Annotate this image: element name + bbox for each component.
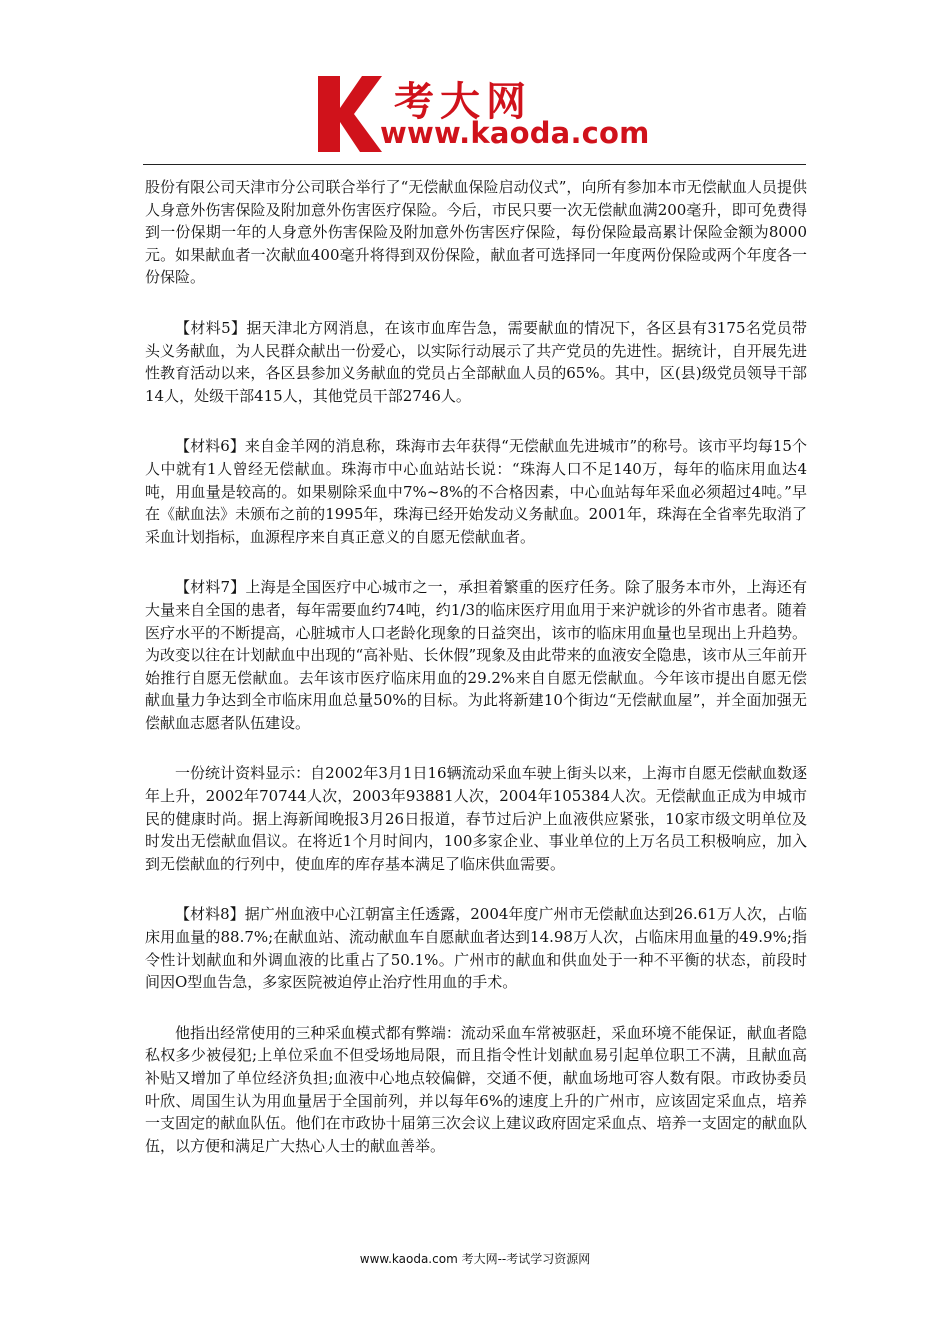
paragraph-material-8: 【材料8】据广州血液中心江朝富主任透露，2004年度广州市无偿献血达到26.61万人次，占临床用血量的88.7%;在献血站、流动献血车自愿献血者达到14.98万人次，占临床用血量的49.9%;指令性计划献血和外调血液的比重占了50.1%。广州市的献血和供血处于一种不平衡的状态，前段时间因O型血告急，多家医院被迫停止治疗性用血的手术。: [145, 905, 807, 992]
kaoda-logo[interactable]: [316, 74, 650, 156]
page-header: [0, 0, 950, 165]
paragraph-statistics: 一份统计资料显示：自2002年3月1日16辆流动采血车驶上街头以来，上海市自愿无偿献血数逐年上升，2002年70744人次，2003年93881人次，2004年105384人次。无偿献血正成为申城市民的健康时尚。据上海新闻晚报3月26日报道，春节过后沪上血液供应紧张，10家市级文明单位及时发出无偿献血倡议。在将近1个月时间内，100多家企业、事业单位的上万名员工积极响应，加入到无偿献血的行列中，使血库的库存基本满足了临床供血需要。: [145, 764, 807, 873]
paragraph-material-7: 【材料7】上海是全国医疗中心城市之一，承担着繁重的医疗任务。除了服务本市外，上海还有大量来自全国的患者，每年需要血约74吨，约1/3的临床医疗用血用于来沪就诊的外省市患者。随着医疗水平的不断提高，心脏城市人口老龄化现象的日益突出，该市的临床用血量也呈现出上升趋势。为改变以往在计划献血中出现的“高补贴、长休假”现象及由此带来的血液安全隐患，该市从三年前开始推行自愿无偿献血。去年该市医疗临床用血的29.2%来自自愿无偿献血。今年该市提出自愿无偿献血量力争达到全市临床用血总量50%的目标。为此将新建10个街边“无偿献血屋”，并全面加强无偿献血志愿者队伍建设。: [145, 578, 807, 732]
document-body: [145, 176, 807, 1185]
paragraph-material-5: 【材料5】据天津北方网消息，在该市血库告急，需要献血的情况下，各区县有3175名党员带头义务献血，为人民群众献出一份爱心，以实际行动展示了共产党员的先进性。据统计，自开展先进性教育活动以来，各区县参加义务献血的党员占全部献血人员的65%。其中，区(县)级党员领导干部14人，处级干部415人，其他党员干部2746人。: [145, 318, 807, 405]
page-footer: www.kaoda.com 考大网--考试学习资源网: [359, 1252, 591, 1266]
paragraph-material-6: 【材料6】来自金羊网的消息称，珠海市去年获得“无偿献血先进城市”的称号。该市平均每15个人中就有1人曾经无偿献血。珠海市中心血站站长说：“珠海人口不足140万，每年的临床用血达4吨，用血量是较高的。如果剔除采血中7%~8%的不合格因素，中心血站每年采血必须超过4吨。”早在《献血法》未颁布之前的1995年，珠海已经开始发动义务献血。2001年，珠海在全省率先取消了采血计划指标，血源程序来自真正意义的自愿无偿献血者。: [145, 437, 807, 546]
paragraph-collection-modes: 他指出经常使用的三种采血模式都有弊端：流动采血车常被驱赶，采血环境不能保证，献血者隐私权多少被侵犯;上单位采血不但受场地局限，而且指令性计划献血易引起单位职工不满，且献血高补贴又增加了单位经济负担;血液中心地点较偏僻，交通不便，献血场地可容人数有限。市政协委员叶欣、周国生认为用血量居于全国前列，并以每年6%的速度上升的广州市，应该固定采血点，培养一支固定的献血队伍。他们在市政协十届第三次会议上建议政府固定采血点、培养一支固定的献血队伍，以方便和满足广大热心人士的献血善举。: [145, 1023, 807, 1155]
logo-title: 考大网: [394, 79, 532, 125]
logo-url: www.kaoda.com: [380, 116, 650, 150]
k-logo-icon: [316, 74, 384, 154]
header-divider: [143, 164, 806, 165]
paragraph-continuation: 股份有限公司天津市分公司联合举行了“无偿献血保险启动仪式”，向所有参加本市无偿献血人员提供人身意外伤害保险及附加意外伤害医疗保险。今后，市民只要一次无偿献血满200毫升，即可免费得到一份保期一年的人身意外伤害保险及附加意外伤害医疗保险，每份保险最高累计保险金额为8000元。如果献血者一次献血400毫升将得到双份保险，献血者可选择同一年度两份保险或两个年度各一份保险。: [145, 178, 807, 287]
